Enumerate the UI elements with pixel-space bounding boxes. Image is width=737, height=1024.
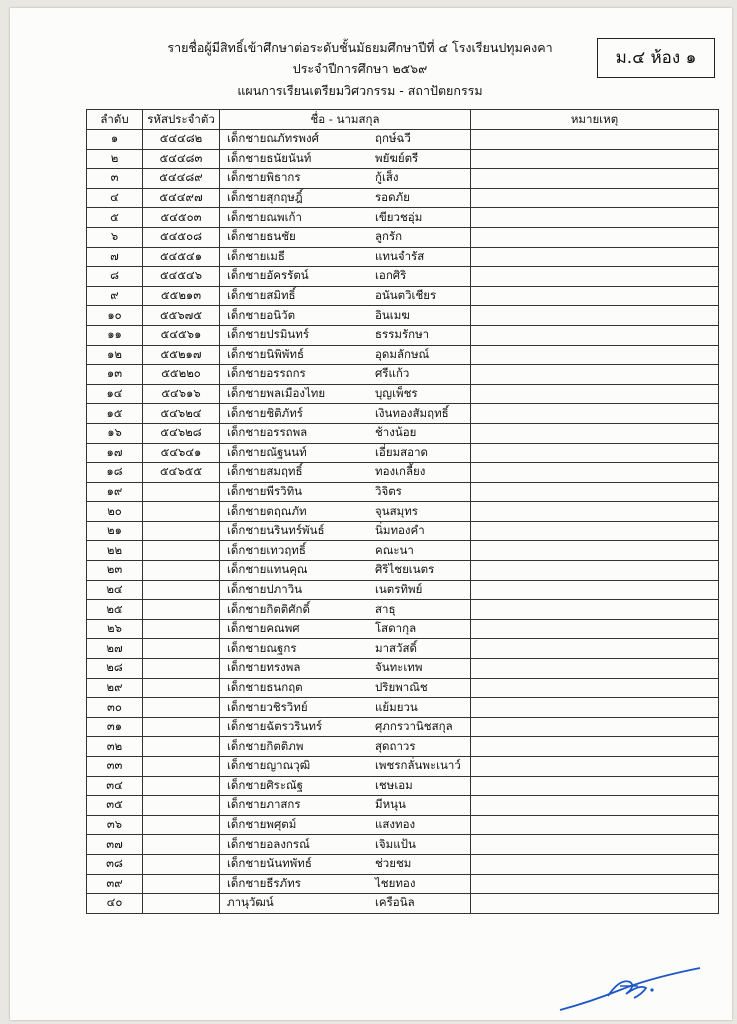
- row-last-name: ไชยทอง: [375, 875, 416, 890]
- row-first-name: เด็กชายภาสกร: [227, 797, 301, 812]
- row-last-name: เจิมแป้น: [375, 836, 416, 851]
- row-full-name: [220, 561, 471, 581]
- row-remarks: [471, 169, 719, 189]
- row-order: ๑๐: [87, 306, 143, 326]
- row-remarks: [471, 325, 719, 345]
- row-student-id: [143, 600, 220, 620]
- row-remarks: [471, 188, 719, 208]
- row-remarks: [471, 541, 719, 561]
- row-student-id: ๕๕๒๑๗: [143, 345, 220, 365]
- row-full-name: [220, 757, 471, 777]
- row-first-name: เด็กชายธนกฤต: [227, 679, 303, 694]
- row-student-id: ๕๔๖๒๘: [143, 423, 220, 443]
- table-row: [87, 247, 719, 267]
- document-page: [10, 8, 732, 1020]
- row-student-id: [143, 561, 220, 581]
- row-first-name: เด็กชายพศุตม์: [227, 817, 297, 832]
- row-full-name: [220, 130, 471, 150]
- row-student-id: [143, 482, 220, 502]
- row-order: ๗: [87, 247, 143, 267]
- row-last-name: มาสวัสดิ์: [375, 640, 418, 655]
- row-full-name: [220, 541, 471, 561]
- row-student-id: ๕๔๔๙๗: [143, 188, 220, 208]
- row-order: ๒๘: [87, 659, 143, 679]
- row-first-name: เด็กชายอัครรัตน์: [227, 268, 309, 283]
- row-first-name: เด็กชายฉัตรวรินทร์: [227, 719, 323, 734]
- row-order: ๔: [87, 188, 143, 208]
- row-remarks: [471, 247, 719, 267]
- row-order: ๒๖: [87, 619, 143, 639]
- row-order: ๒: [87, 149, 143, 169]
- row-last-name: นิ่มทองคำ: [375, 523, 425, 538]
- row-first-name: เด็กชายตฤณภัท: [227, 503, 307, 518]
- row-student-id: [143, 874, 220, 894]
- row-first-name: เด็กชายธีรภัทร: [227, 875, 301, 890]
- row-remarks: [471, 580, 719, 600]
- row-last-name: จันทะเทพ: [375, 660, 423, 675]
- row-remarks: [471, 149, 719, 169]
- row-order: ๒๒: [87, 541, 143, 561]
- row-order: ๑๕: [87, 404, 143, 424]
- table-row: [87, 874, 719, 894]
- row-last-name: อินเมฆ: [375, 307, 410, 322]
- row-full-name: [220, 286, 471, 306]
- row-first-name: เด็กชายณภัทรพงศ์: [227, 131, 319, 146]
- row-order: ๓๗: [87, 835, 143, 855]
- table-row: [87, 600, 719, 620]
- table-row: [87, 639, 719, 659]
- row-first-name: เด็กชายอนิวัต: [227, 307, 296, 322]
- row-last-name: เขียวชอุ่ม: [375, 209, 423, 224]
- table-row: [87, 325, 719, 345]
- table-row: [87, 384, 719, 404]
- row-full-name: [220, 404, 471, 424]
- row-first-name: เด็กชายณฐกร: [227, 640, 297, 655]
- column-header-order: ลำดับ: [87, 110, 143, 130]
- row-full-name: [220, 854, 471, 874]
- row-first-name: เด็กชายธนชัย: [227, 229, 296, 244]
- academic-year: ประจำปีการศึกษา ๒๕๖๙: [292, 61, 428, 76]
- column-header-full-name: ชื่อ - นามสกุล: [220, 110, 471, 130]
- row-full-name: [220, 874, 471, 894]
- row-last-name: ช่วยชม: [375, 856, 412, 871]
- handwritten-signature: [550, 950, 710, 1020]
- table-row: [87, 776, 719, 796]
- row-student-id: [143, 737, 220, 757]
- row-remarks: [471, 600, 719, 620]
- row-remarks: [471, 267, 719, 287]
- row-student-id: ๕๕๒๑๓: [143, 286, 220, 306]
- row-full-name: [220, 796, 471, 816]
- row-remarks: [471, 561, 719, 581]
- row-order: ๑๒: [87, 345, 143, 365]
- row-last-name: เอี่ยมสอาด: [375, 444, 429, 459]
- row-last-name: สุดถาวร: [375, 738, 416, 753]
- row-order: ๖: [87, 227, 143, 247]
- row-student-id: ๕๔๖๒๔: [143, 404, 220, 424]
- row-full-name: [220, 619, 471, 639]
- row-student-id: [143, 698, 220, 718]
- row-student-id: [143, 796, 220, 816]
- row-full-name: [220, 365, 471, 385]
- row-full-name: [220, 737, 471, 757]
- row-remarks: [471, 482, 719, 502]
- row-student-id: [143, 815, 220, 835]
- row-first-name: เด็กชายกิตติศักดิ์: [227, 601, 310, 616]
- row-order: ๑๔: [87, 384, 143, 404]
- row-order: ๑๙: [87, 482, 143, 502]
- row-student-id: [143, 678, 220, 698]
- row-full-name: [220, 580, 471, 600]
- table-row: [87, 267, 719, 287]
- row-first-name: เด็กชายพลเมืองไทย: [227, 386, 326, 401]
- row-full-name: [220, 639, 471, 659]
- table-header-row: [87, 110, 719, 130]
- row-last-name: เอกศิริ: [375, 268, 407, 283]
- row-last-name: เพชรกลั่นพะเนาว์: [375, 758, 461, 773]
- row-student-id: [143, 757, 220, 777]
- row-first-name: เด็กชายนรินทร์พันธ์: [227, 523, 325, 538]
- row-last-name: ศรีแก้ว: [375, 366, 410, 381]
- row-last-name: กู้เส็ง: [375, 170, 399, 185]
- row-first-name: เด็กชายนันทพัทธ์: [227, 856, 312, 871]
- row-order: ๑๖: [87, 423, 143, 443]
- table-row: [87, 698, 719, 718]
- row-remarks: [471, 854, 719, 874]
- row-first-name: เด็กชายชิติภัทร์: [227, 405, 303, 420]
- row-remarks: [471, 698, 719, 718]
- row-full-name: [220, 345, 471, 365]
- row-remarks: [471, 796, 719, 816]
- row-full-name: [220, 169, 471, 189]
- table-row: [87, 345, 719, 365]
- row-remarks: [471, 384, 719, 404]
- row-remarks: [471, 894, 719, 914]
- row-full-name: [220, 659, 471, 679]
- row-order: ๒๙: [87, 678, 143, 698]
- row-order: ๒๗: [87, 639, 143, 659]
- table-row: [87, 227, 719, 247]
- row-student-id: [143, 619, 220, 639]
- row-last-name: ปริยพาณิช: [375, 679, 428, 694]
- row-student-id: [143, 521, 220, 541]
- row-order: ๓๒: [87, 737, 143, 757]
- row-remarks: [471, 717, 719, 737]
- row-remarks: [471, 443, 719, 463]
- row-order: ๓๕: [87, 796, 143, 816]
- row-last-name: แย้มยวน: [375, 699, 418, 714]
- table-row: [87, 854, 719, 874]
- row-order: ๓๓: [87, 757, 143, 777]
- row-remarks: [471, 208, 719, 228]
- row-student-id: ๕๔๔๘๒: [143, 130, 220, 150]
- row-last-name: เนตรทิพย์: [375, 581, 423, 596]
- row-first-name: เด็กชายกิตติภพ: [227, 738, 304, 753]
- row-first-name: เด็กชายอรรถพล: [227, 425, 308, 440]
- row-first-name: เด็กชายทรงพล: [227, 660, 301, 675]
- row-full-name: [220, 600, 471, 620]
- row-order: ๒๔: [87, 580, 143, 600]
- row-student-id: ๕๔๕๐๘: [143, 227, 220, 247]
- row-order: ๙: [87, 286, 143, 306]
- row-remarks: [471, 286, 719, 306]
- row-remarks: [471, 874, 719, 894]
- row-remarks: [471, 306, 719, 326]
- table-row: [87, 404, 719, 424]
- row-student-id: [143, 541, 220, 561]
- column-header-student-id: รหัสประจำตัว: [143, 110, 220, 130]
- row-remarks: [471, 463, 719, 483]
- row-full-name: [220, 776, 471, 796]
- row-first-name: เด็กชายธนัยนันท์: [227, 150, 312, 165]
- table-row: [87, 208, 719, 228]
- row-student-id: [143, 659, 220, 679]
- row-order: ๒๑: [87, 521, 143, 541]
- row-student-id: ๕๔๕๐๓: [143, 208, 220, 228]
- row-full-name: [220, 463, 471, 483]
- table-row: [87, 365, 719, 385]
- table-row: [87, 659, 719, 679]
- table-row: [87, 188, 719, 208]
- row-remarks: [471, 757, 719, 777]
- row-student-id: [143, 894, 220, 914]
- row-order: ๔๐: [87, 894, 143, 914]
- student-roster-table: [86, 109, 719, 914]
- row-last-name: คณะนา: [375, 542, 414, 557]
- row-first-name: ภานุวัฒน์: [227, 895, 274, 910]
- row-remarks: [471, 678, 719, 698]
- row-order: ๒๕: [87, 600, 143, 620]
- row-full-name: [220, 384, 471, 404]
- row-first-name: เด็กชายปภาวิน: [227, 581, 303, 596]
- row-student-id: ๕๔๔๘๓: [143, 149, 220, 169]
- row-order: ๑๓: [87, 365, 143, 385]
- row-first-name: เด็กชายพีรวิทิน: [227, 483, 303, 498]
- row-last-name: สาธุ: [375, 601, 396, 616]
- row-full-name: [220, 678, 471, 698]
- row-order: ๓๑: [87, 717, 143, 737]
- table-row: [87, 463, 719, 483]
- row-order: ๒๓: [87, 561, 143, 581]
- row-last-name: ธรรมรักษา: [375, 327, 430, 342]
- row-student-id: [143, 835, 220, 855]
- table-row: [87, 619, 719, 639]
- row-full-name: [220, 227, 471, 247]
- row-remarks: [471, 502, 719, 522]
- row-last-name: โสดากุล: [375, 621, 417, 636]
- table-row: [87, 717, 719, 737]
- row-remarks: [471, 365, 719, 385]
- table-row: [87, 130, 719, 150]
- row-last-name: ศุภกรวานิชสกุล: [375, 719, 453, 734]
- table-row: [87, 169, 719, 189]
- table-row: [87, 286, 719, 306]
- row-remarks: [471, 521, 719, 541]
- row-full-name: [220, 482, 471, 502]
- row-remarks: [471, 619, 719, 639]
- row-last-name: ทองเกลี้ยง: [375, 464, 426, 479]
- row-remarks: [471, 776, 719, 796]
- column-header-remarks: หมายเหตุ: [471, 110, 719, 130]
- row-first-name: เด็กชายอรรถกร: [227, 366, 306, 381]
- table-row: [87, 894, 719, 914]
- row-student-id: ๕๔๔๘๙: [143, 169, 220, 189]
- row-remarks: [471, 815, 719, 835]
- row-remarks: [471, 737, 719, 757]
- table-row: [87, 835, 719, 855]
- row-remarks: [471, 423, 719, 443]
- row-last-name: แสงทอง: [375, 817, 416, 832]
- row-first-name: เด็กชายปรมินทร์: [227, 327, 310, 342]
- row-order: ๓: [87, 169, 143, 189]
- row-last-name: เครือนิล: [375, 895, 415, 910]
- row-first-name: เด็กชายวชิรวิทย์: [227, 699, 308, 714]
- row-first-name: เด็กชายคณพศ: [227, 621, 300, 636]
- table-row: [87, 306, 719, 326]
- row-last-name: ลูกรัก: [375, 229, 403, 244]
- row-full-name: [220, 188, 471, 208]
- row-student-id: [143, 502, 220, 522]
- row-full-name: [220, 894, 471, 914]
- row-last-name: รอดภัย: [375, 190, 410, 205]
- row-last-name: เงินทองสัมฤทธิ์: [375, 405, 449, 420]
- table-row: [87, 423, 719, 443]
- row-last-name: แทนจำรัส: [375, 248, 425, 263]
- row-remarks: [471, 835, 719, 855]
- row-order: ๑๑: [87, 325, 143, 345]
- row-order: ๑๗: [87, 443, 143, 463]
- row-first-name: เด็กชายแทนคุณ: [227, 562, 308, 577]
- row-order: ๓๖: [87, 815, 143, 835]
- row-order: ๓๔: [87, 776, 143, 796]
- row-last-name: จุนสมุทร: [375, 503, 418, 518]
- row-remarks: [471, 130, 719, 150]
- row-full-name: [220, 835, 471, 855]
- row-last-name: อุดมลักษณ์: [375, 346, 430, 361]
- row-remarks: [471, 227, 719, 247]
- row-first-name: เด็กชายณพเก้า: [227, 209, 302, 224]
- row-first-name: เด็กชายอลงกรณ์: [227, 836, 310, 851]
- table-row: [87, 678, 719, 698]
- row-student-id: [143, 717, 220, 737]
- row-first-name: เด็กชายเมธี: [227, 248, 285, 263]
- row-student-id: ๕๕๖๗๕: [143, 306, 220, 326]
- row-order: ๑๘: [87, 463, 143, 483]
- row-full-name: [220, 208, 471, 228]
- row-last-name: เชษเอม: [375, 777, 413, 792]
- row-last-name: บุญเพ็ชร: [375, 386, 418, 401]
- row-student-id: ๕๔๕๔๑: [143, 247, 220, 267]
- row-full-name: [220, 149, 471, 169]
- study-program: แผนการเรียนเตรียมวิศวกรรม - สถาปัตยกรรม: [237, 83, 483, 98]
- row-full-name: [220, 325, 471, 345]
- row-order: ๒๐: [87, 502, 143, 522]
- row-student-id: [143, 854, 220, 874]
- row-first-name: เด็กชายศิระณัฐ: [227, 777, 304, 792]
- table-row: [87, 502, 719, 522]
- row-first-name: เด็กชายพิธากร: [227, 170, 301, 185]
- row-student-id: ๕๔๕๖๑: [143, 325, 220, 345]
- row-student-id: [143, 639, 220, 659]
- row-last-name: มีหนุน: [375, 797, 406, 812]
- table-row: [87, 815, 719, 835]
- row-last-name: วิจิตร: [375, 483, 402, 498]
- row-full-name: [220, 443, 471, 463]
- row-student-id: ๕๔๖๔๑: [143, 443, 220, 463]
- row-full-name: [220, 698, 471, 718]
- table-row: [87, 521, 719, 541]
- document-title: รายชื่อผู้มีสิทธิ์เข้าศึกษาต่อระดับชั้นมัธยมศึกษาปีที่ ๔ โรงเรียนปทุมคงคา: [167, 40, 553, 55]
- row-order: ๓๘: [87, 854, 143, 874]
- row-first-name: เด็กชายสมิทธิ์: [227, 288, 296, 303]
- row-order: ๕: [87, 208, 143, 228]
- row-order: ๑: [87, 130, 143, 150]
- row-remarks: [471, 639, 719, 659]
- row-order: ๓๐: [87, 698, 143, 718]
- table-row: [87, 796, 719, 816]
- row-student-id: ๕๔๖๕๕: [143, 463, 220, 483]
- row-last-name: ศิริไชยเนตร: [375, 562, 435, 577]
- row-first-name: เด็กชายณัฐนนท์: [227, 444, 307, 459]
- table-row: [87, 580, 719, 600]
- row-last-name: ช้างน้อย: [375, 425, 417, 440]
- table-row: [87, 757, 719, 777]
- row-full-name: [220, 502, 471, 522]
- row-first-name: เด็กชายสมฤทธิ์: [227, 464, 303, 479]
- row-full-name: [220, 717, 471, 737]
- row-remarks: [471, 659, 719, 679]
- room-label: ม.๔ ห้อง ๑: [597, 38, 715, 78]
- row-student-id: [143, 580, 220, 600]
- row-first-name: เด็กชายสุกฤษฎิ์: [227, 190, 303, 205]
- table-row: [87, 443, 719, 463]
- table-row: [87, 561, 719, 581]
- row-first-name: เด็กชายญาณวุฒิ: [227, 758, 311, 773]
- row-full-name: [220, 815, 471, 835]
- table-row: [87, 149, 719, 169]
- row-last-name: ฤกษ์ฉวี: [375, 131, 411, 146]
- row-student-id: ๕๔๖๑๖: [143, 384, 220, 404]
- row-student-id: ๕๔๕๔๖: [143, 267, 220, 287]
- table-row: [87, 541, 719, 561]
- row-first-name: เด็กชายนิพิพัทธ์: [227, 346, 304, 361]
- row-remarks: [471, 345, 719, 365]
- row-student-id: [143, 776, 220, 796]
- row-full-name: [220, 521, 471, 541]
- table-row: [87, 737, 719, 757]
- row-remarks: [471, 404, 719, 424]
- row-first-name: เด็กชายเทวฤทธิ์: [227, 542, 306, 557]
- row-full-name: [220, 247, 471, 267]
- row-order: ๘: [87, 267, 143, 287]
- row-order: ๓๙: [87, 874, 143, 894]
- row-full-name: [220, 423, 471, 443]
- row-full-name: [220, 306, 471, 326]
- row-last-name: พยัฆย์ตรี: [375, 150, 419, 165]
- row-last-name: อนันตวิเชียร: [375, 288, 437, 303]
- row-student-id: ๕๕๒๒๐: [143, 365, 220, 385]
- table-row: [87, 482, 719, 502]
- row-full-name: [220, 267, 471, 287]
